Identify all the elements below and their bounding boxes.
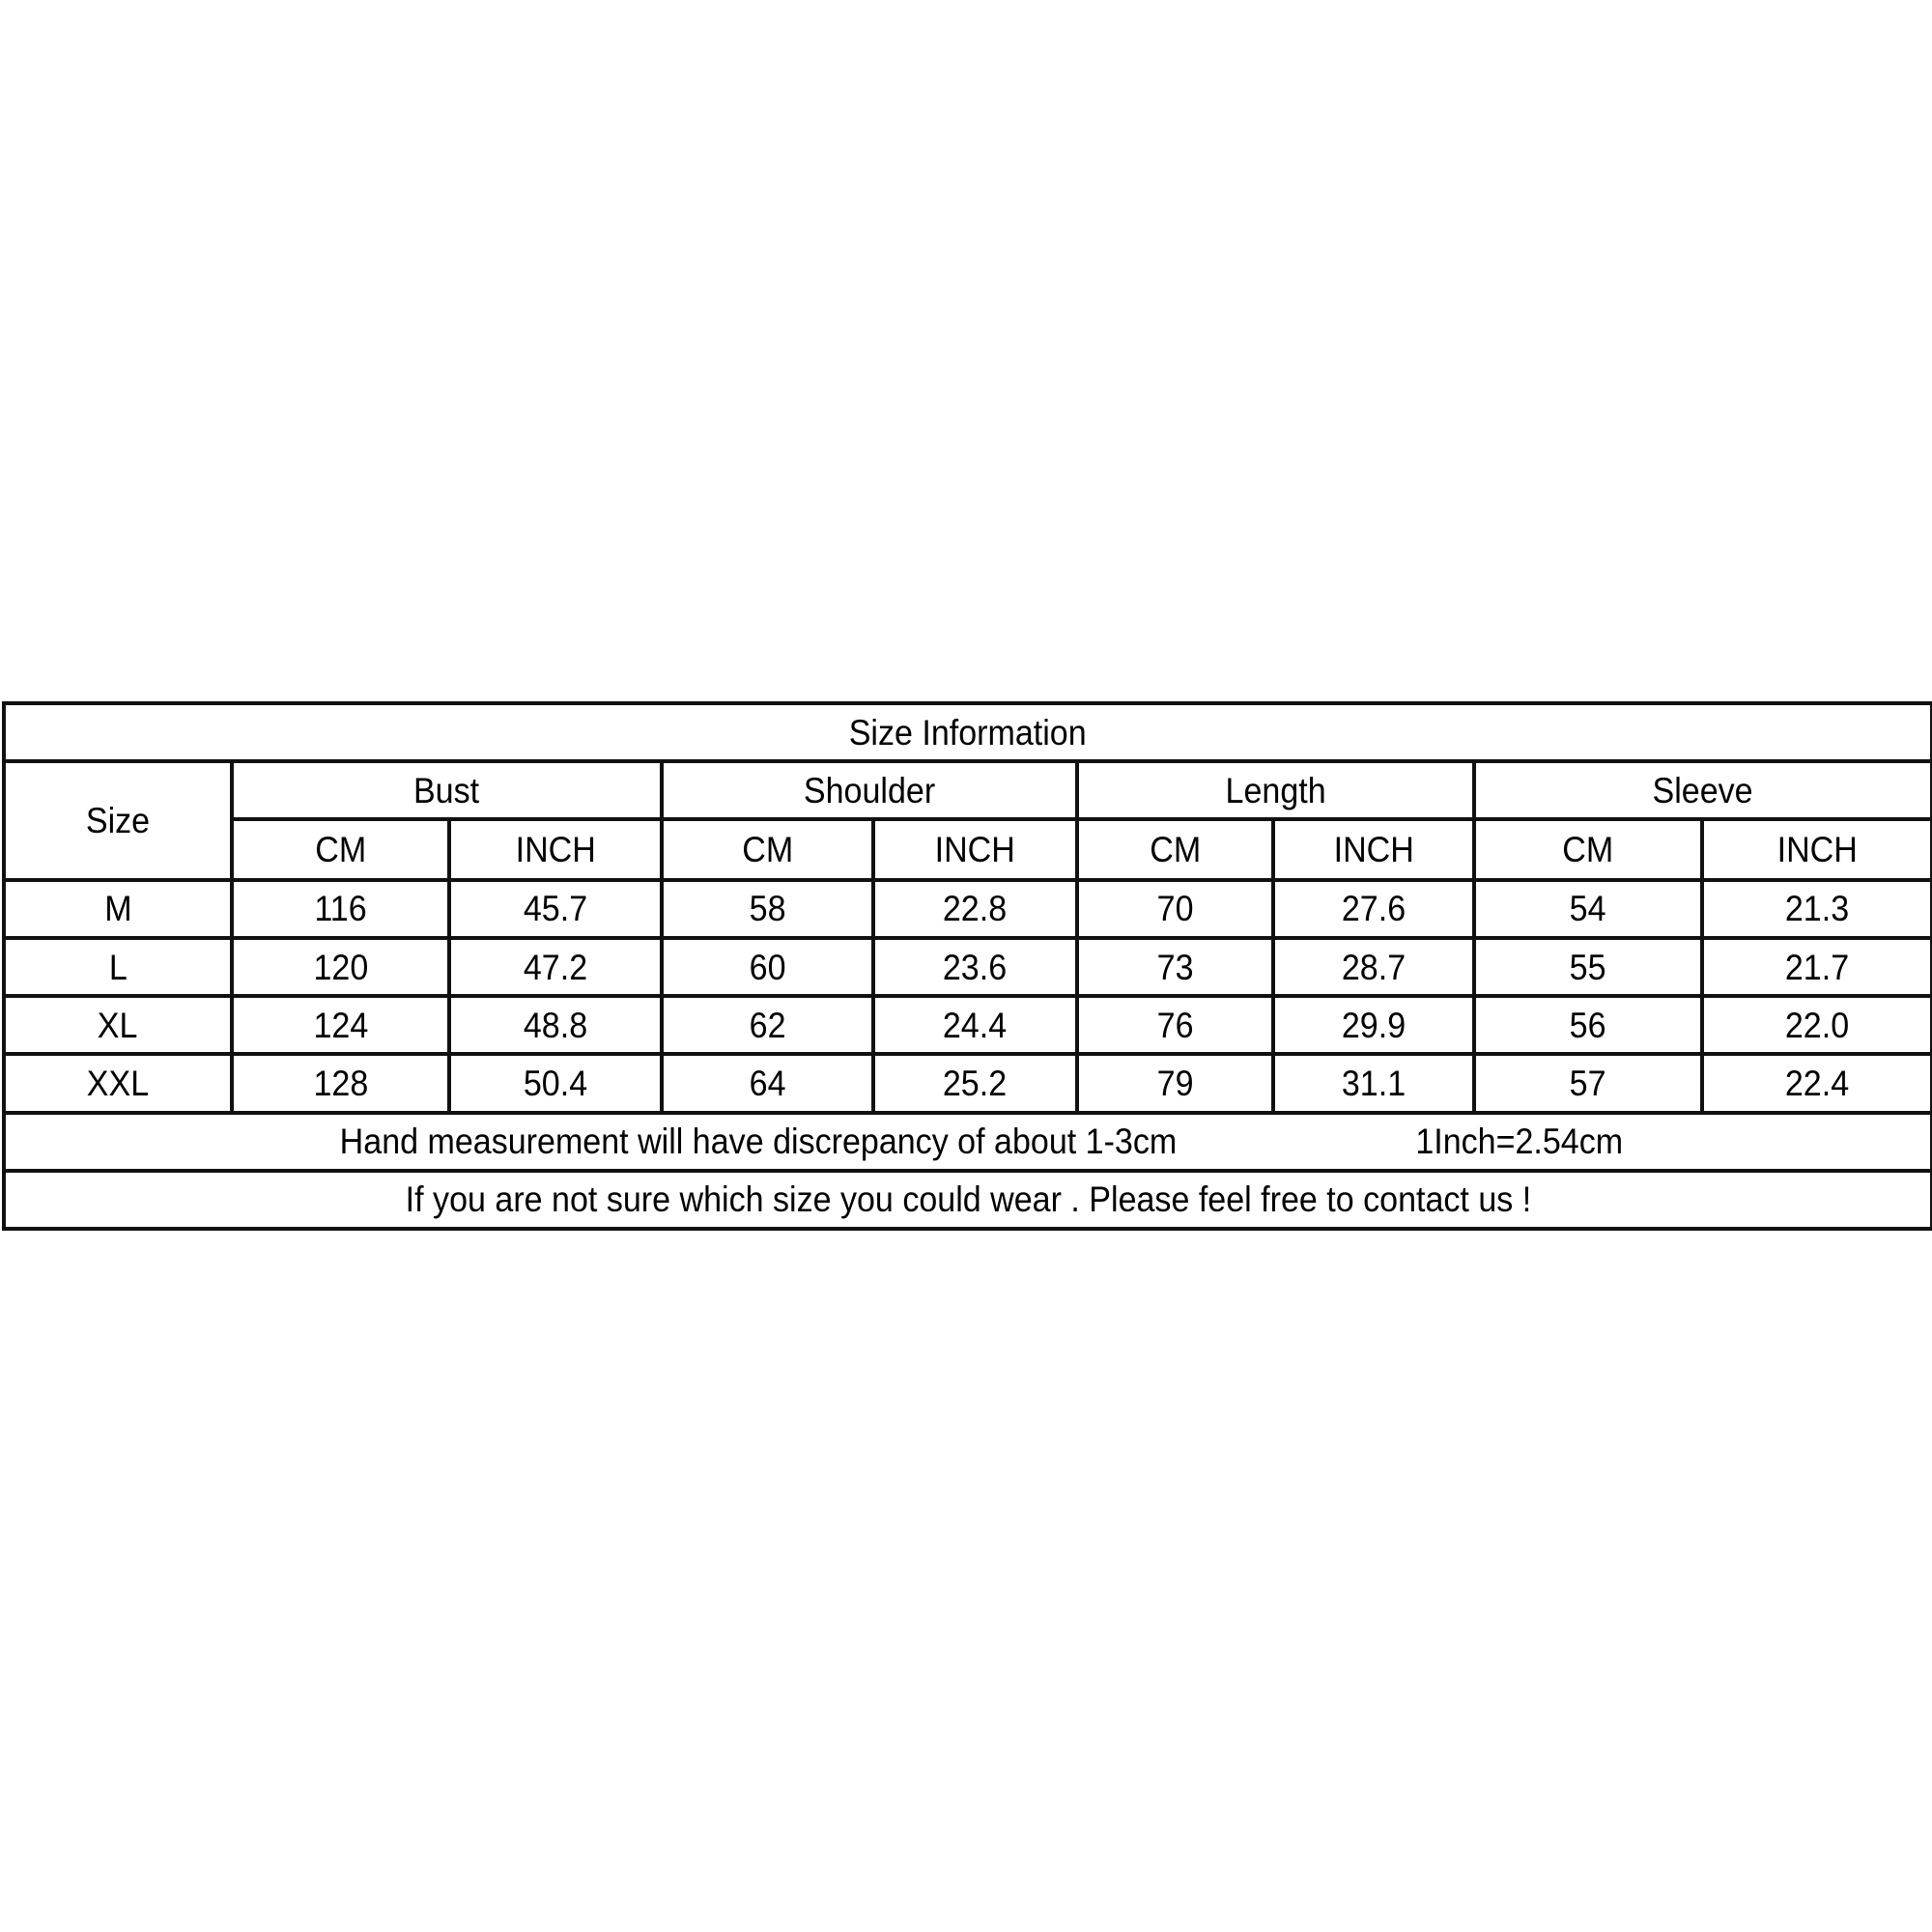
table-cell — [449, 1054, 662, 1112]
bust-inch-value: 48.8 — [523, 1005, 588, 1045]
sleeve-inch-value: 21.7 — [1784, 947, 1850, 987]
shoulder-cm-value: 58 — [749, 889, 786, 929]
table-title — [4, 703, 1932, 761]
bust-cm-value: 120 — [313, 947, 368, 987]
length-header — [1077, 761, 1474, 819]
size-value: L — [108, 947, 128, 987]
table-cell — [449, 880, 662, 938]
contact-note — [4, 1171, 1932, 1229]
table-cell — [1077, 996, 1273, 1054]
shoulder-inch-header: INCH — [934, 830, 1016, 870]
unit-header — [1474, 819, 1702, 879]
unit-header — [1273, 819, 1474, 879]
header-row-groups — [4, 761, 1932, 819]
table-row — [4, 938, 1932, 996]
size-cell — [4, 996, 232, 1054]
table-cell — [1702, 938, 1932, 996]
unit-header — [1702, 819, 1932, 879]
bust-inch-value: 47.2 — [523, 947, 588, 987]
shoulder-inch-value: 25.2 — [943, 1063, 1008, 1103]
bust-cm-value: 116 — [314, 889, 367, 929]
length-header-text: Length — [1225, 770, 1326, 810]
table-cell — [873, 996, 1077, 1054]
shoulder-inch-value: 22.8 — [943, 889, 1008, 929]
table-cell — [1702, 880, 1932, 938]
discrepancy-note-text: Hand measurement will have discrepancy of about 1-3cm — [340, 1122, 1178, 1162]
table-cell — [662, 938, 873, 996]
size-header-text: Size — [85, 800, 151, 840]
table-cell — [662, 880, 873, 938]
contact-note-text: If you are not sure which size you could wear . Please feel free to contact us ! — [405, 1179, 1531, 1220]
bust-inch-value: 50.4 — [523, 1063, 588, 1103]
length-inch-header: INCH — [1333, 830, 1414, 870]
shoulder-cm-value: 64 — [749, 1063, 786, 1103]
table-cell — [1077, 1054, 1273, 1112]
table-cell — [232, 996, 449, 1054]
table-cell — [1474, 938, 1702, 996]
shoulder-inch-value: 24.4 — [943, 1005, 1008, 1045]
size-value: XL — [98, 1005, 138, 1045]
length-cm-value: 73 — [1156, 947, 1194, 987]
table-row — [4, 1054, 1932, 1112]
table-cell — [1474, 1054, 1702, 1112]
sleeve-inch-value: 21.3 — [1784, 889, 1850, 929]
size-value: M — [103, 889, 132, 929]
conversion-note-text: 1Inch=2.54cm — [1415, 1122, 1624, 1162]
table-cell — [449, 996, 662, 1054]
sleeve-inch-value: 22.0 — [1784, 1005, 1850, 1045]
table-cell — [1474, 880, 1702, 938]
sleeve-cm-value: 54 — [1570, 889, 1606, 929]
size-cell — [4, 880, 232, 938]
unit-header — [1077, 819, 1273, 879]
table-row — [4, 880, 1932, 938]
sleeve-inch-value: 22.4 — [1784, 1063, 1850, 1103]
sleeve-header-text: Sleeve — [1652, 770, 1754, 810]
unit-header — [449, 819, 662, 879]
shoulder-header-text: Shoulder — [803, 770, 936, 810]
size-chart-table — [2, 701, 1932, 1231]
table-cell — [1077, 938, 1273, 996]
bust-header-text: Bust — [413, 770, 480, 810]
length-inch-value: 29.9 — [1341, 1005, 1406, 1045]
table-cell — [1077, 880, 1273, 938]
size-cell — [4, 1054, 232, 1112]
sleeve-cm-value: 55 — [1570, 947, 1606, 987]
table-cell — [1273, 996, 1474, 1054]
length-inch-value: 27.6 — [1341, 889, 1406, 929]
shoulder-cm-header: CM — [742, 830, 793, 870]
shoulder-inch-value: 23.6 — [943, 947, 1008, 987]
table-cell — [1273, 1054, 1474, 1112]
bust-cm-value: 124 — [313, 1005, 368, 1045]
bust-cm-header: CM — [315, 830, 366, 870]
table-cell — [873, 880, 1077, 938]
sleeve-cm-value: 57 — [1570, 1063, 1606, 1103]
table-cell — [1273, 938, 1474, 996]
unit-header — [232, 819, 449, 879]
title-row — [4, 703, 1932, 761]
table-title-text: Size Information — [849, 712, 1088, 753]
table-cell — [662, 1054, 873, 1112]
sleeve-header — [1474, 761, 1932, 819]
note-row-measurement — [4, 1113, 1932, 1171]
size-value: XXL — [86, 1063, 150, 1103]
size-cell — [4, 938, 232, 996]
header-row-units — [4, 819, 1932, 879]
bust-inch-header: INCH — [515, 830, 596, 870]
length-cm-value: 70 — [1156, 889, 1194, 929]
table-cell — [232, 880, 449, 938]
unit-header — [873, 819, 1077, 879]
bust-header — [232, 761, 662, 819]
table-cell — [232, 1054, 449, 1112]
table-cell — [1474, 996, 1702, 1054]
table-cell — [873, 938, 1077, 996]
table-cell — [449, 938, 662, 996]
note-row-contact — [4, 1171, 1932, 1229]
table-cell — [1702, 996, 1932, 1054]
bust-inch-value: 45.7 — [523, 889, 588, 929]
sleeve-cm-header: CM — [1562, 830, 1614, 870]
sleeve-cm-value: 56 — [1570, 1005, 1606, 1045]
length-inch-value: 31.1 — [1341, 1063, 1406, 1103]
length-cm-value: 76 — [1156, 1005, 1194, 1045]
measurement-note — [4, 1113, 1932, 1171]
table-cell — [232, 938, 449, 996]
shoulder-header — [662, 761, 1077, 819]
table-cell — [1273, 880, 1474, 938]
bust-cm-value: 128 — [313, 1063, 368, 1103]
length-cm-header: CM — [1150, 830, 1201, 870]
size-header — [4, 761, 232, 880]
shoulder-cm-value: 60 — [749, 947, 786, 987]
shoulder-cm-value: 62 — [749, 1005, 786, 1045]
sleeve-inch-header: INCH — [1776, 830, 1858, 870]
table-row — [4, 996, 1932, 1054]
length-inch-value: 28.7 — [1341, 947, 1406, 987]
table-cell — [1702, 1054, 1932, 1112]
table-cell — [873, 1054, 1077, 1112]
unit-header — [662, 819, 873, 879]
length-cm-value: 79 — [1156, 1063, 1194, 1103]
table-cell — [662, 996, 873, 1054]
